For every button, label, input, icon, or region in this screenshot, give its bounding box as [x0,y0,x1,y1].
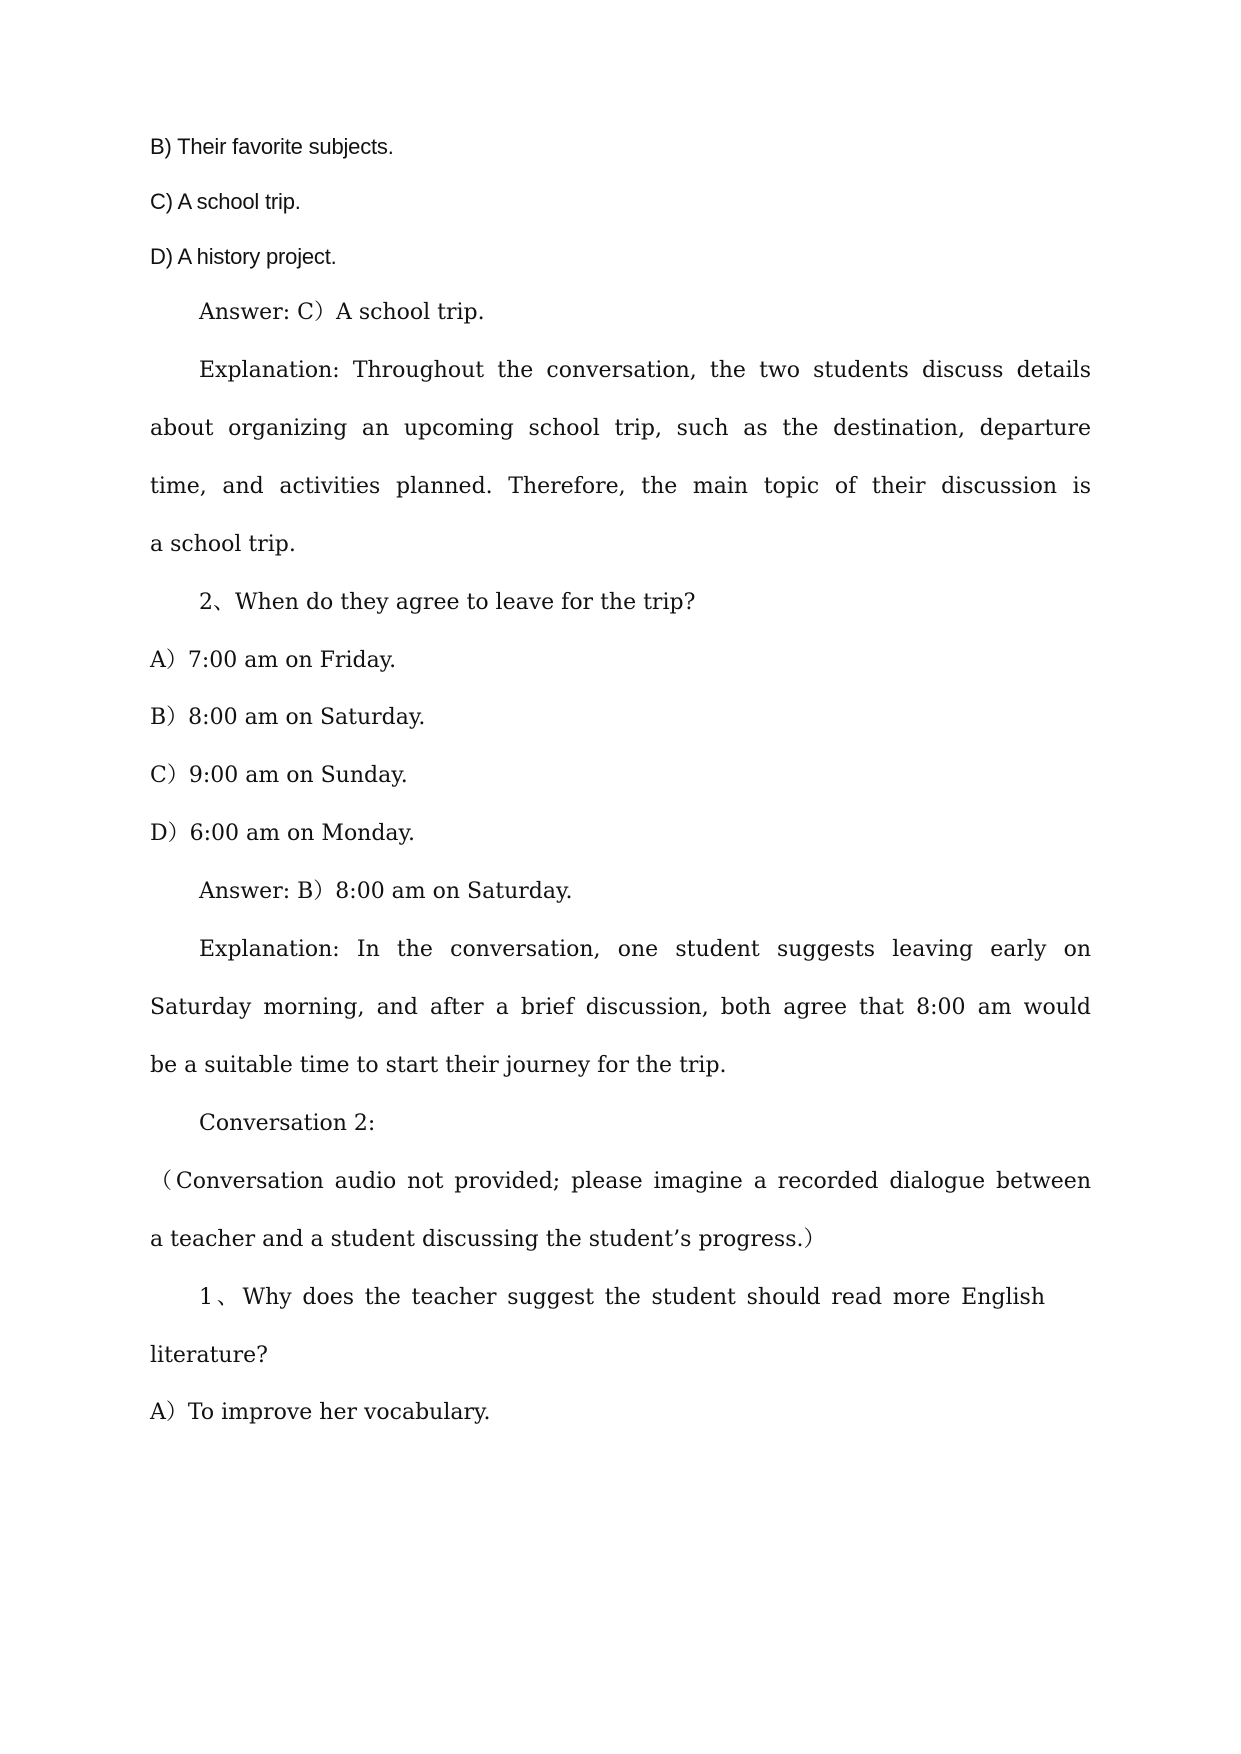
explanation-2-line-2: Saturday morning, and after a brief discussion, both agree that 8:00 am would [150,995,1091,1020]
explanation-2-line-3: be a suitable time to start their journey for the trip. [150,1053,727,1078]
explanation-2-line-1: Explanation: In the conversation, one student suggests leaving early on [199,937,1091,962]
question-2-option-d: D）6:00 am on Monday. [150,821,416,846]
conversation-2-note-line-1: （Conversation audio not provided; please imagine a recorded dialogue between [150,1169,1091,1194]
conversation-2-note-line-2: a teacher and a student discussing the student’s progress.） [150,1227,826,1252]
explanation-1-line-1: Explanation: Throughout the conversation, the two students discuss details [199,358,1091,383]
conversation-2-question-1-line-1: 1、Why does the teacher suggest the student should read more English [199,1285,1045,1310]
option-c-school-trip: C) A school trip. [150,189,301,214]
explanation-1-line-4: a school trip. [150,532,296,557]
conversation-2-heading: Conversation 2: [199,1111,376,1136]
answer-question-1: Answer: C）A school trip. [199,300,485,325]
answer-question-2: Answer: B）8:00 am on Saturday. [199,879,573,904]
question-2-option-b: B）8:00 am on Saturday. [150,705,426,730]
question-2-option-c: C）9:00 am on Sunday. [150,763,408,788]
explanation-1-line-2: about organizing an upcoming school trip, such as the destination, departure [150,416,1091,441]
question-2-option-a: A）7:00 am on Friday. [150,648,397,673]
conversation-2-question-1-line-2: literature? [150,1343,268,1368]
question-2: 2、When do they agree to leave for the trip? [199,590,696,615]
option-b-favorite-subjects: B) Their favorite subjects. [150,134,394,159]
explanation-1-line-3: time, and activities planned. Therefore, the main topic of their discussion is [150,474,1091,499]
conversation-2-question-1-option-a: A）To improve her vocabulary. [150,1400,491,1425]
option-d-history-project: D) A history project. [150,244,337,269]
